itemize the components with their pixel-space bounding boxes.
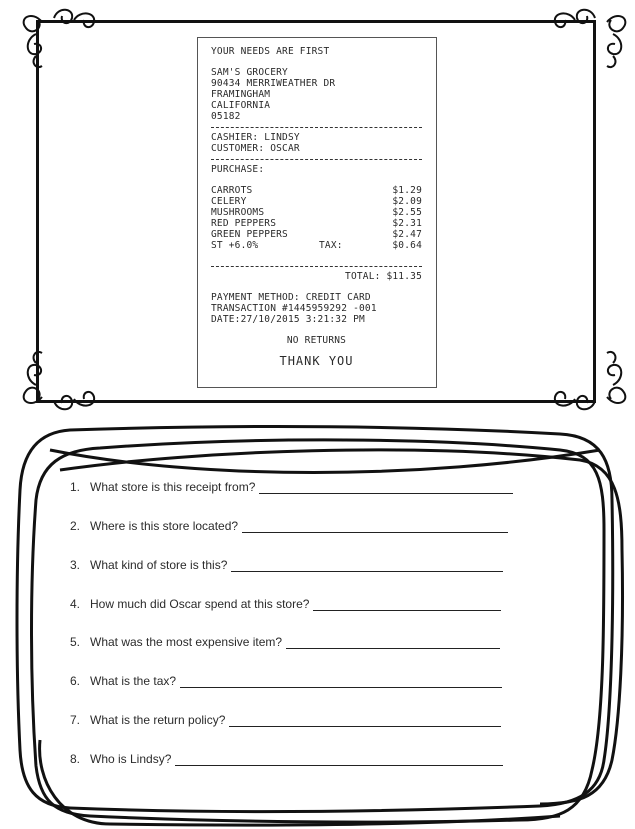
question-number: 4. [70, 597, 81, 611]
answer-blank-1[interactable] [259, 481, 513, 494]
item-price: $2.31 [392, 218, 422, 229]
item-price: $2.55 [392, 207, 422, 218]
item-name: MUSHROOMS [211, 207, 265, 218]
corner-swirl-top-left [14, 4, 104, 74]
question-2 [70, 519, 508, 533]
answer-blank-2[interactable] [242, 520, 508, 533]
receipt-divider [211, 266, 422, 267]
receipt-divider [211, 127, 422, 128]
item-price: $2.47 [392, 229, 422, 240]
question-text: How much did Oscar spend at this store? [90, 597, 310, 611]
question-7 [70, 713, 501, 727]
tax-rate: ST +6.0% [211, 240, 259, 251]
question-number: 3. [70, 558, 81, 572]
item-name: CELERY [211, 196, 247, 207]
customer-line: CUSTOMER: OSCAR [211, 143, 300, 154]
tax-row [211, 240, 422, 251]
question-number: 1. [70, 480, 81, 494]
question-text: What is the return policy? [90, 713, 226, 727]
question-text: What was the most expensive item? [90, 635, 283, 649]
answer-blank-6[interactable] [180, 675, 502, 688]
item-name: RED PEPPERS [211, 218, 277, 229]
receipt-slogan: YOUR NEEDS ARE FIRST [211, 46, 330, 57]
receipt-divider [211, 159, 422, 160]
corner-swirl-bottom-left [14, 345, 104, 415]
corner-swirl-top-right [545, 4, 635, 74]
payment-method: PAYMENT METHOD: CREDIT CARD [211, 292, 371, 303]
store-street: 90434 MERRIWEATHER DR [211, 78, 336, 89]
transaction-date: DATE:27/10/2015 3:21:32 PM [211, 314, 365, 325]
cashier-line: CASHIER: LINDSY [211, 132, 300, 143]
item-row [211, 185, 422, 196]
question-5 [70, 635, 500, 649]
question-number: 6. [70, 674, 81, 688]
item-name: GREEN PEPPERS [211, 229, 288, 240]
tax-value: $0.64 [392, 240, 422, 251]
question-1 [70, 480, 513, 494]
store-state: CALIFORNIA [211, 100, 271, 111]
item-row [211, 218, 422, 229]
total-row [211, 271, 422, 282]
transaction-number: TRANSACTION #1445959292 -001 [211, 303, 377, 314]
purchase-label: PURCHASE: [211, 164, 265, 175]
question-4 [70, 597, 501, 611]
answer-blank-5[interactable] [286, 636, 500, 649]
tax-label: TAX: [319, 240, 343, 251]
item-name: CARROTS [211, 185, 253, 196]
question-number: 5. [70, 635, 81, 649]
total-amount: TOTAL: $11.35 [345, 271, 422, 282]
question-3 [70, 558, 503, 572]
item-row [211, 229, 422, 240]
answer-blank-3[interactable] [231, 559, 503, 572]
question-text: Where is this store located? [90, 519, 239, 533]
store-zip: 05182 [211, 111, 241, 122]
receipt [197, 37, 437, 388]
question-text: What is the tax? [90, 674, 177, 688]
item-row [211, 196, 422, 207]
return-policy: NO RETURNS [286, 335, 347, 346]
question-number: 7. [70, 713, 81, 727]
item-price: $1.29 [392, 185, 422, 196]
question-number: 8. [70, 752, 81, 766]
question-text: What store is this receipt from? [90, 480, 256, 494]
item-row [211, 207, 422, 218]
question-number: 2. [70, 519, 81, 533]
store-name: SAM'S GROCERY [211, 67, 288, 78]
question-text: Who is Lindsy? [90, 752, 172, 766]
question-6 [70, 674, 502, 688]
thank-you: THANK YOU [279, 354, 354, 368]
answer-blank-7[interactable] [229, 714, 501, 727]
answer-blank-4[interactable] [313, 598, 501, 611]
item-price: $2.09 [392, 196, 422, 207]
question-8 [70, 752, 503, 766]
store-city: FRAMINGHAM [211, 89, 271, 100]
question-text: What kind of store is this? [90, 558, 228, 572]
corner-swirl-bottom-right [545, 345, 635, 415]
answer-blank-8[interactable] [175, 753, 503, 766]
